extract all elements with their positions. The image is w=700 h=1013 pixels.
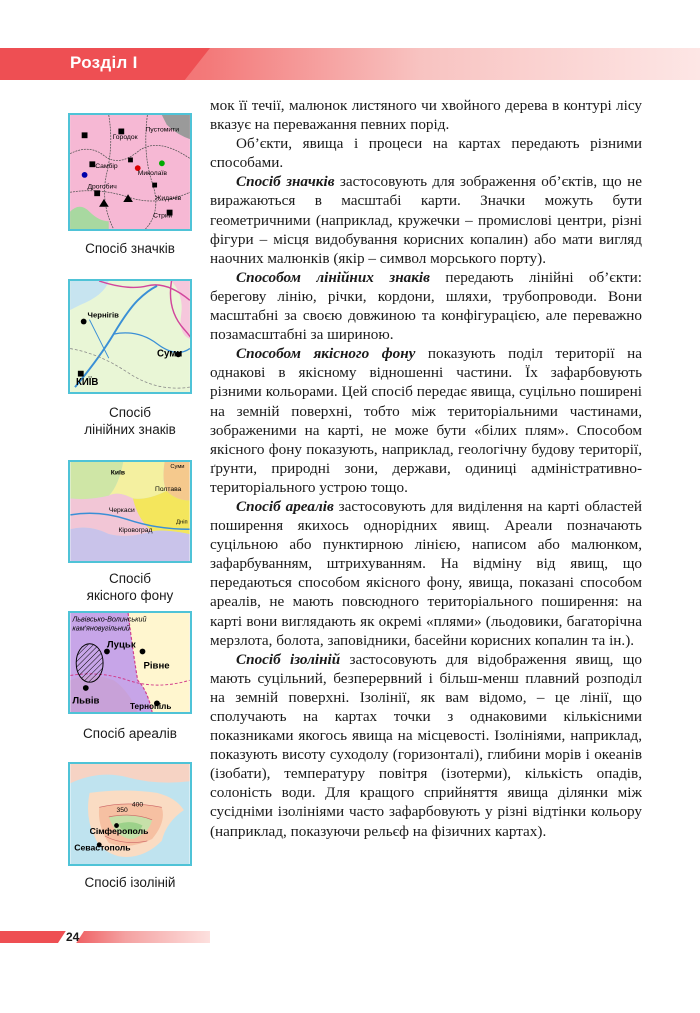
paragraph-text: застосовують для виділення на карті областей поширення якихось однорідних явищ. Ареали позначають суцільною або пунктирною лінією, написом або малюнком, зафарбуванням, штрихуванням. На відміну від явищ, що передаються способом якісного фону, явища, показані способом ареалів, не мають повсюдного територіального поширення: на карті вони виглядають як окремі «плями» (льодовики, багаторічна мерзлота, болота, заповідники, басейни корисних копалин та ін.). — [210, 497, 642, 649]
map-label: Самбір — [95, 163, 118, 171]
paragraph-text: застосовують для відображення явищ, що мають суцільний, безперервний і більш-менш плавний розподіл на земній поверхні. Ізолінії, як вам відомо, – це лінії, що сполучають на картах точки з однаковими кількісними показниками якогось явища на місцевості. Ізолініями, наприклад, показують висоту суходолу (горизонталі), глибини морів і океанів (ізобати), температуру повітря (ізотерми), кількість опадів, солоність води. Для кращого сприйняття явища ділянки між сусідніми ізолініями часто зафарбовують у різні відтінки кольору (наприклад, показуючи рельєф на фізичних картах). — [210, 650, 642, 840]
symbols-map-svg — [70, 115, 190, 229]
paragraph — [210, 172, 642, 267]
map-label: Тернопіль — [130, 702, 172, 712]
term: Спосіб ізоліній — [236, 650, 341, 668]
paragraph — [210, 650, 642, 841]
caption-line: Спосіб — [108, 571, 152, 586]
areal-map-svg — [70, 613, 190, 712]
map-label: Жидачів — [155, 195, 182, 203]
map-label: Луцьк — [106, 639, 136, 651]
map-label: Суми — [157, 348, 183, 360]
caption-line: лінійних знаків — [84, 422, 176, 437]
paragraph-text: передають лінійні об’єкти: берегову лінію, річки, кордони, шляхи, трубопроводи. Вони масштабні за своєю довжиною та конфігурацією, але переважно позамасштабні за шириною. — [210, 268, 642, 344]
map-label: Дніп — [176, 519, 188, 526]
figure-areal-map — [68, 611, 192, 714]
qualitative-map-svg — [70, 462, 190, 561]
map-label: Стрий — [153, 212, 173, 220]
paragraph: мок її течії, малюнок листяного чи хвойного дерева в контурі лісу вказує на переважання певних порід. — [210, 97, 642, 134]
page-number: 24 — [66, 930, 80, 944]
footer-bar — [0, 931, 210, 943]
main-text — [210, 96, 642, 841]
paragraph — [210, 268, 642, 344]
figure-caption-linear — [60, 404, 200, 438]
figure-caption-symbols: Спосіб значків — [85, 241, 175, 256]
figure-caption-areal: Спосіб ареалів — [83, 726, 177, 741]
figure-qualitative-map — [68, 460, 192, 563]
paragraph — [210, 497, 642, 650]
map-label: Кіровоград — [118, 527, 153, 535]
figure-linear-map — [68, 279, 192, 394]
map-label: Городок — [112, 134, 138, 142]
map-label: КИЇВ — [75, 377, 99, 389]
figure-caption-qualitative — [60, 570, 200, 604]
map-label: кам'яновугільний — [72, 623, 130, 633]
paragraph-text: застосовують для зображення об’єктів, що не виражаються в масштабі карти. Значки можуть бути геометричними (наприклад, кружечки – промислові центри, різні фігури – місця видобування корисних копалин) або мати вигляд наочних малюнків (якір – символ морського порту). — [210, 173, 642, 267]
section-title: Розділ І — [70, 53, 138, 72]
map-label: Львівсько-Волинський — [72, 614, 147, 624]
paragraph — [210, 344, 642, 497]
paragraph: Об’єкти, явища і процеси на картах передають різними способами. — [210, 135, 642, 172]
map-label: Черкаси — [108, 506, 135, 514]
map-label: Рівне — [143, 660, 170, 672]
map-label: Київ — [110, 469, 126, 477]
map-label: Миколаїв — [137, 169, 167, 177]
term: Способом якісного фону — [236, 345, 416, 363]
map-label: Дрогобич — [87, 183, 117, 191]
map-label: Пустомити — [145, 126, 180, 134]
isoline-map-svg — [70, 764, 190, 864]
map-label: Полтава — [154, 485, 182, 493]
term: Спосіб ареалів — [236, 497, 334, 515]
figure-symbols-map — [68, 113, 192, 231]
caption-line: Спосіб — [108, 405, 152, 420]
term: Способом лінійних знаків — [236, 268, 430, 286]
map-label: Севастополь — [74, 842, 131, 853]
map-label: 400 — [131, 801, 144, 809]
linear-map-svg — [70, 281, 190, 392]
caption-line: якісного фону — [86, 588, 174, 603]
map-label: Суми — [170, 463, 185, 470]
map-label: 350 — [116, 807, 128, 815]
paragraph-text: показують поділ території на однакові в якісному відношенні частини. Їх зафарбовують різними кольорами. Цей спосіб передає явища, суцільно поширені на земній поверхні, тобто між територіальними частинами, зображеними на карті, не може бути «білих плям». Способом якісного фону показують, наприклад, геологічну будову території, ґрунти, природні зони, держави, одиниці адміністративно-територіального устрою тощо. — [210, 345, 642, 496]
map-label: Львів — [72, 695, 100, 707]
map-label: Чернігів — [87, 310, 119, 320]
term: Спосіб значків — [236, 173, 335, 191]
figure-caption-isoline: Спосіб ізоліній — [84, 875, 176, 890]
figure-isoline-map — [68, 762, 192, 866]
map-label: Сімферополь — [89, 826, 149, 837]
